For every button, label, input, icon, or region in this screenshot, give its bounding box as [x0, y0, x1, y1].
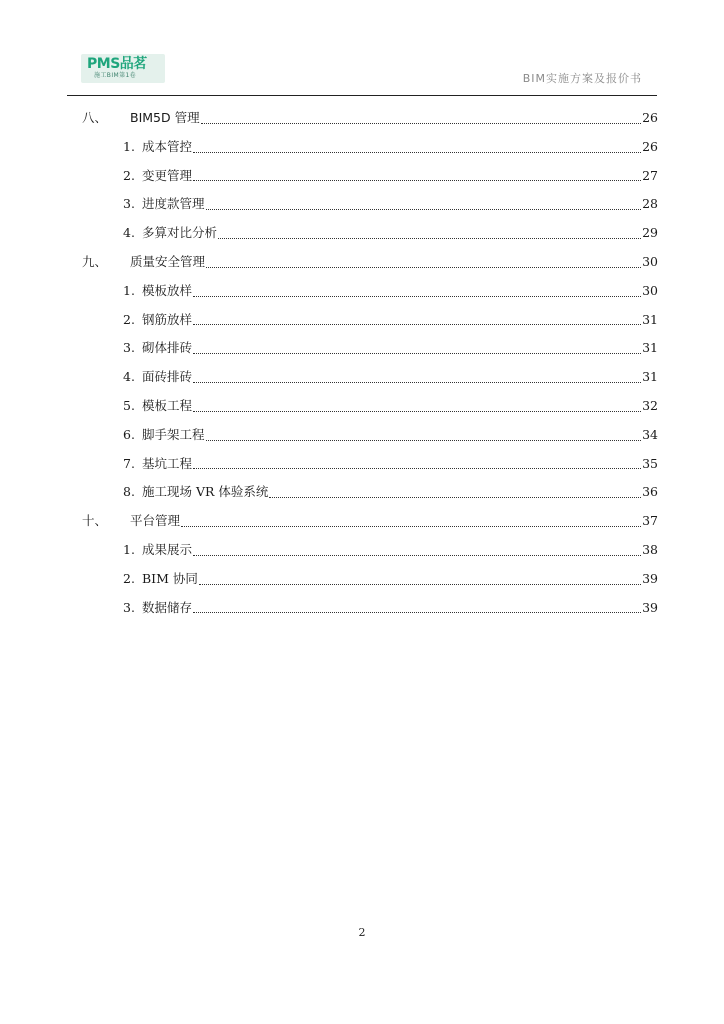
- toc-page-number: 26: [642, 110, 658, 125]
- toc-page-number: 31: [642, 340, 658, 356]
- toc-page-number: 37: [642, 513, 658, 529]
- toc-dot-leader: [193, 468, 641, 469]
- toc-section-row[interactable]: [82, 219, 658, 248]
- toc-entry-title: 质量安全管理: [130, 253, 206, 269]
- toc-entry-number: 2.: [123, 570, 135, 586]
- header-divider: [67, 95, 657, 96]
- toc-section-row[interactable]: [82, 162, 658, 191]
- toc-entry-title: 多算对比分析: [142, 225, 218, 241]
- toc-dot-leader: [193, 555, 641, 556]
- toc-entry-number: 3.: [123, 599, 135, 615]
- toc-entry-title: 模板工程: [142, 397, 193, 413]
- toc-dot-leader: [193, 324, 641, 325]
- toc-entry-title: 成果展示: [142, 541, 193, 557]
- toc-entry-title: 模板放样: [142, 282, 193, 298]
- toc-chapter-row[interactable]: [82, 248, 658, 277]
- toc-entry-title: 砌体排砖: [142, 340, 193, 356]
- toc-entry-number: 3.: [123, 340, 135, 356]
- toc-section-row[interactable]: [82, 277, 658, 306]
- toc-entry-title: BIM5D 管理: [130, 110, 200, 125]
- toc-section-row[interactable]: [82, 190, 658, 219]
- toc-entry-number: 1.: [123, 138, 135, 154]
- toc-entry-number: 八、: [82, 110, 108, 125]
- toc-entry-number: 4.: [123, 225, 135, 241]
- toc-dot-leader: [193, 612, 641, 613]
- toc-page-number: 35: [642, 455, 658, 471]
- toc-entry-number: 2.: [123, 167, 135, 183]
- toc-entry-number: 1.: [123, 282, 135, 298]
- toc-entry-title: 数据储存: [142, 599, 193, 615]
- toc-section-row[interactable]: [82, 392, 658, 421]
- toc-section-row[interactable]: [82, 334, 658, 363]
- toc-entry-title: BIM 协同: [142, 570, 198, 586]
- toc-section-row[interactable]: [82, 536, 658, 565]
- toc-entry-number: 7.: [123, 455, 135, 471]
- toc-dot-leader: [181, 526, 641, 527]
- toc-page-number: 31: [642, 369, 658, 385]
- toc-entry-number: 十、: [82, 513, 108, 529]
- toc-entry-number: 8.: [123, 484, 135, 500]
- toc-dot-leader: [206, 209, 642, 210]
- toc-chapter-row[interactable]: [82, 507, 658, 536]
- toc-section-row[interactable]: [82, 363, 658, 392]
- toc-section-row[interactable]: [82, 421, 658, 450]
- toc-entry-title: 平台管理: [130, 513, 181, 529]
- toc-entry-title: 施工现场 VR 体验系统: [142, 484, 269, 500]
- toc-dot-leader: [193, 180, 641, 181]
- toc-dot-leader: [218, 238, 641, 239]
- toc-dot-leader: [193, 382, 641, 383]
- document-header-title: BIM实施方案及报价书: [522, 72, 642, 85]
- toc-dot-leader: [193, 411, 641, 412]
- toc-dot-leader: [206, 440, 642, 441]
- logo-wordmark: PMS品茗: [87, 56, 147, 72]
- toc-section-row[interactable]: [82, 450, 658, 479]
- toc-entry-title: 基坑工程: [142, 455, 193, 471]
- toc-entry-number: 3.: [123, 196, 135, 212]
- toc-section-row[interactable]: [82, 306, 658, 335]
- toc-page-number: 39: [642, 599, 658, 615]
- page-number: 2: [358, 926, 366, 939]
- toc-dot-leader: [193, 296, 641, 297]
- toc-entry-number: 6.: [123, 426, 135, 442]
- toc-section-row[interactable]: [82, 565, 658, 594]
- toc-page-number: 34: [642, 426, 658, 442]
- toc-page-number: 38: [642, 541, 658, 557]
- toc-page-number: 27: [642, 167, 658, 183]
- toc-page-number: 26: [642, 138, 658, 154]
- toc-page-number: 28: [642, 196, 658, 212]
- toc-entry-number: 1.: [123, 541, 135, 557]
- toc-dot-leader: [199, 584, 641, 585]
- toc-entry-title: 变更管理: [142, 167, 193, 183]
- toc-entry-title: 钢筋放样: [142, 311, 193, 327]
- toc-entry-number: 2.: [123, 311, 135, 327]
- toc-page-number: 32: [642, 397, 658, 413]
- toc-section-row[interactable]: [82, 478, 658, 507]
- toc-section-row[interactable]: [82, 133, 658, 162]
- toc-entry-number: 九、: [82, 253, 108, 269]
- table-of-contents: [82, 104, 658, 622]
- company-logo: [81, 54, 165, 83]
- toc-dot-leader: [201, 123, 641, 124]
- toc-page-number: 30: [642, 253, 658, 269]
- toc-page-number: 31: [642, 311, 658, 327]
- toc-entry-number: 4.: [123, 369, 135, 385]
- toc-entry-title: 脚手架工程: [142, 426, 205, 442]
- toc-page-number: 29: [642, 225, 658, 241]
- toc-section-row[interactable]: [82, 594, 658, 623]
- toc-entry-title: 面砖排砖: [142, 369, 193, 385]
- toc-dot-leader: [193, 152, 641, 153]
- logo-tagline: 施工BIM第1卷: [94, 72, 137, 79]
- toc-entry-title: 成本管控: [142, 138, 193, 154]
- toc-page-number: 39: [642, 570, 658, 586]
- toc-page-number: 36: [642, 484, 658, 500]
- toc-dot-leader: [269, 497, 641, 498]
- toc-entry-number: 5.: [123, 397, 135, 413]
- toc-page-number: 30: [642, 282, 658, 298]
- toc-dot-leader: [193, 353, 641, 354]
- toc-entry-title: 进度款管理: [142, 196, 205, 212]
- toc-chapter-row[interactable]: [82, 104, 658, 133]
- toc-dot-leader: [206, 267, 641, 268]
